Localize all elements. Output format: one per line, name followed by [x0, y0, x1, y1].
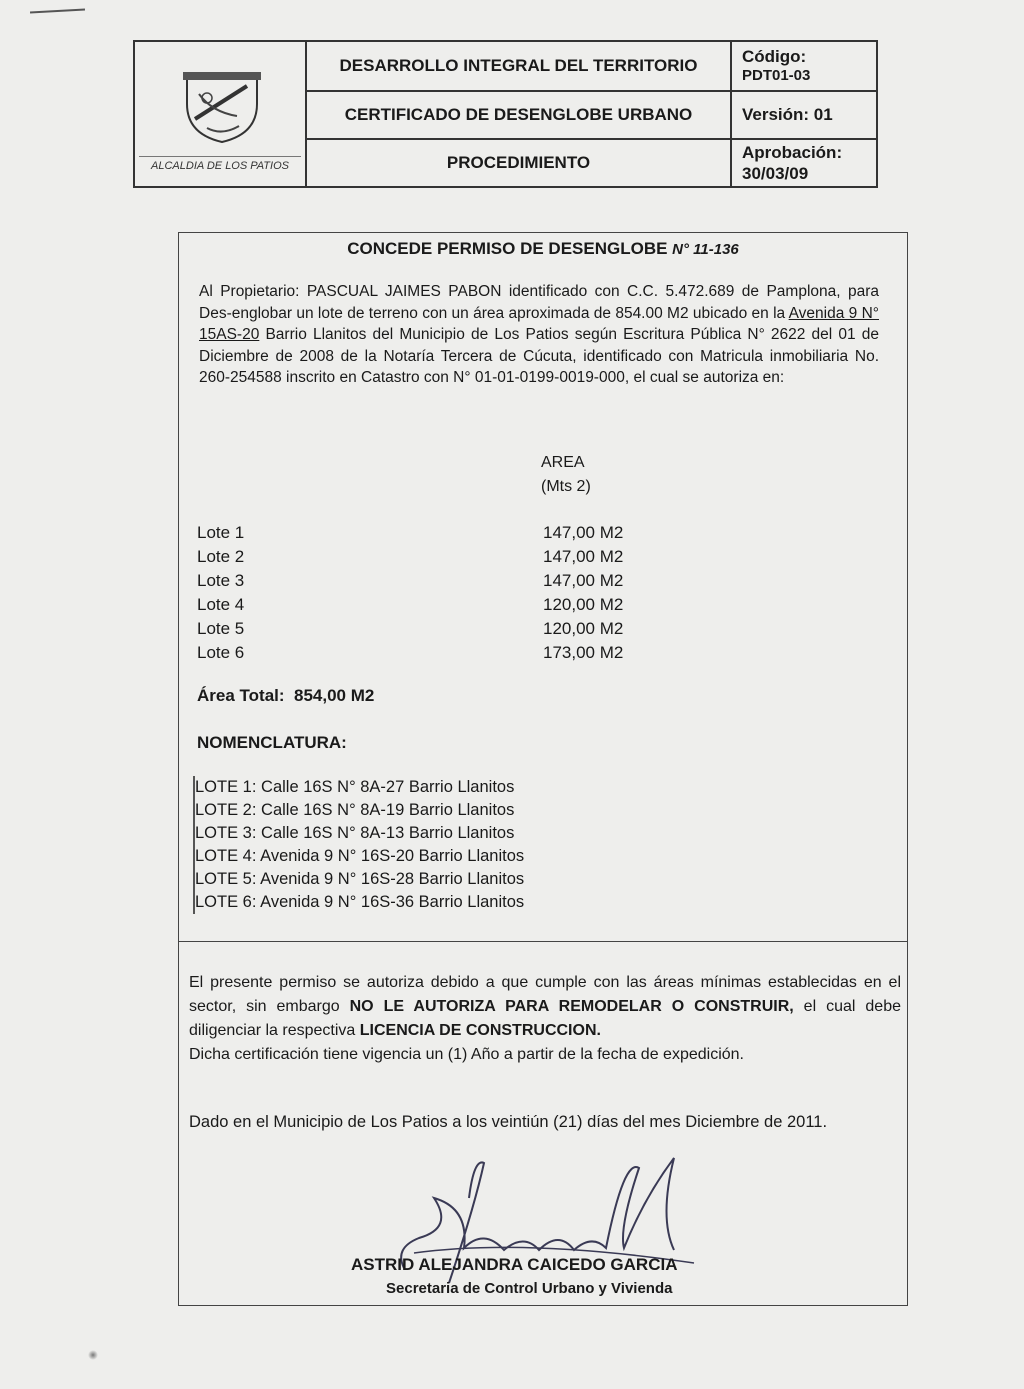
municipality-seal-icon	[177, 64, 267, 144]
given-statement: Dado en el Municipio de Los Patios a los veintiún (21) días del mes Diciembre de 2011.	[189, 1113, 828, 1131]
list-item: LOTE 6: Avenida 9 N° 16S-36 Barrio Llanitos	[195, 893, 525, 911]
scan-speck	[88, 1350, 98, 1360]
total-value: 854,00 M2	[294, 686, 375, 705]
paragraph-part-b: Barrio Llanitos del Municipio de Los Patios según Escritura Pública N° 2622 del 01 de Diciembre de 2008 de la Notaría Tercera de Cúcuta, identificado con Matricula inmobiliaria No. 260-254588 inscrito en Catastro con N° 01-01-0199-0019-000, el cual se autoriza en:	[199, 326, 879, 386]
paragraph-part-a: Al Propietario: PASCUAL JAIMES PABON identificado con C.C. 5.472.689 de Pamplona, para Des-englobar un lote de terreno con un área aproximada de 854.00 M2 ubicado en la	[199, 283, 879, 322]
lot-name: Lote 3	[197, 571, 245, 590]
lot-area: 147,00 M2	[543, 547, 624, 566]
permit-number: N° 11-136	[672, 241, 739, 258]
area-label: AREA	[541, 454, 585, 471]
section-divider	[179, 941, 907, 942]
list-item: LOTE 5: Avenida 9 N° 16S-28 Barrio Llanitos	[195, 870, 525, 888]
signer-name: ASTRID ALEJANDRA CAICEDO GARCIA	[351, 1255, 678, 1274]
list-item	[197, 569, 677, 593]
footer-license: LICENCIA DE CONSTRUCCION.	[359, 1022, 601, 1039]
list-item	[197, 521, 677, 545]
list-item	[197, 593, 677, 617]
list-item: LOTE 4: Avenida 9 N° 16S-20 Barrio Llanitos	[195, 847, 525, 865]
total-area	[197, 686, 374, 706]
codigo-label: Código:	[742, 47, 807, 66]
scan-mark	[30, 9, 85, 14]
header-title-3: PROCEDIMIENTO	[307, 140, 732, 186]
header-title-2: CERTIFICADO DE DESENGLOBE URBANO	[307, 92, 732, 140]
header-aprobacion	[732, 140, 876, 186]
lot-name: Lote 1	[197, 523, 245, 542]
lot-name: Lote 2	[197, 547, 245, 566]
lot-area: 120,00 M2	[543, 619, 624, 638]
list-item	[197, 545, 677, 569]
lot-area: 173,00 M2	[543, 643, 624, 662]
lot-name: Lote 6	[197, 643, 245, 662]
paragraph-address: Avenida 9 N° 15AS-20	[199, 304, 879, 343]
nomenclatura-heading: NOMENCLATURA:	[197, 733, 347, 752]
list-item	[197, 617, 677, 641]
list-item: LOTE 2: Calle 16S N° 8A-19 Barrio Llanitos	[195, 801, 515, 819]
footer-text	[189, 971, 901, 1067]
logo-caption: ALCALDIA DE LOS PATIOS	[139, 156, 301, 172]
header-title-1: DESARROLLO INTEGRAL DEL TERRITORIO	[307, 42, 732, 92]
permit-paragraph	[199, 281, 879, 389]
permit-title	[179, 239, 907, 259]
lot-area: 147,00 M2	[543, 571, 624, 590]
area-unit: (Mts 2)	[541, 478, 591, 495]
aprobacion-value: 30/03/09	[742, 164, 809, 183]
header-codigo	[732, 42, 876, 92]
footer-part-a: El presente permiso se autoriza debido a que cumple con las áreas mínimas establecidas en el sector, sin embargo	[189, 974, 901, 1015]
permit-body	[178, 232, 908, 1306]
area-header	[541, 451, 591, 499]
nomenclatura-list	[193, 776, 524, 914]
lot-name: Lote 5	[197, 619, 245, 638]
codigo-value: PDT01-03	[742, 67, 811, 85]
lot-area: 147,00 M2	[543, 523, 624, 542]
signer-role: Secretaria de Control Urbano y Vivienda	[386, 1280, 673, 1297]
footer-part-c: el cual debe diligenciar la respectiva	[189, 998, 901, 1039]
logo-cell	[135, 42, 307, 186]
aprobacion-label: Aprobación:	[742, 142, 843, 162]
list-item	[197, 641, 677, 665]
list-item: LOTE 1: Calle 16S N° 8A-27 Barrio Llanitos	[195, 778, 515, 796]
permit-title-text: CONCEDE PERMISO DE DESENGLOBE	[347, 239, 668, 258]
lots-list	[197, 521, 677, 665]
list-item: LOTE 3: Calle 16S N° 8A-13 Barrio Llanitos	[195, 824, 515, 842]
document-header	[133, 40, 878, 188]
lot-name: Lote 4	[197, 595, 245, 614]
header-version: Versión: 01	[732, 92, 876, 140]
footer-warning: NO LE AUTORIZA PARA REMODELAR O CONSTRUIR,	[349, 998, 794, 1015]
total-label: Área Total:	[197, 686, 285, 705]
lot-area: 120,00 M2	[543, 595, 624, 614]
footer-vigencia: Dicha certificación tiene vigencia un (1) Año a partir de la fecha de expedición.	[189, 1046, 744, 1063]
